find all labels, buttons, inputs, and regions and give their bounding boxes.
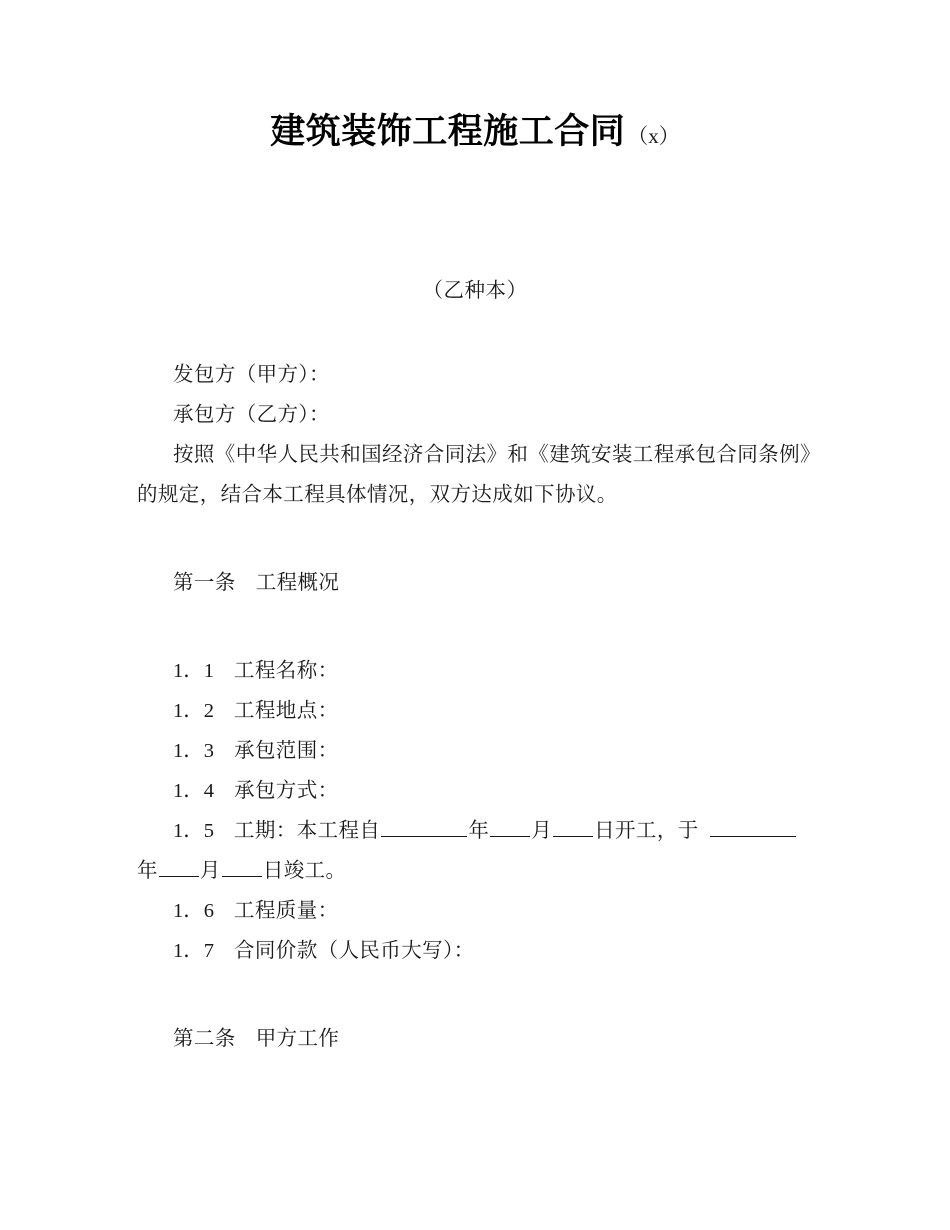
clause-1-7-number: 1．7 [173,940,214,962]
clause-1-7-text: 合同价款（人民币大写）： [234,940,475,962]
clause-1-1 [137,651,813,691]
clause-1-3 [137,731,813,771]
clause-1-1-text: 工程名称： [234,660,339,682]
clause-1-5-segment-4: 日开工，于 [594,820,699,842]
document-body [137,355,813,1059]
article-1-heading [137,563,813,603]
clause-1-5 [137,811,813,891]
clause-1-5-segment-6: 月 [199,860,221,882]
clause-1-4-text: 承包方式： [234,780,339,802]
end-month-blank[interactable] [159,857,199,877]
clause-1-2-number: 1．2 [173,700,214,722]
end-day-blank[interactable] [222,857,262,877]
party-a-line: 发包方（甲方）： [173,364,330,386]
article-2-heading [137,1019,813,1059]
preamble-paragraph [137,435,813,515]
article-2-title: 甲方工作 [255,1028,340,1050]
article-1-label: 第一条 [173,572,236,594]
page-title [0,104,950,154]
clause-1-4-number: 1．4 [173,780,214,802]
article-2-label: 第二条 [173,1028,236,1050]
preamble-line-2: 结合本工程具体情况，双方达成如下协议。 [220,484,618,506]
page-title-main: 建筑装饰工程施工合同 [270,112,626,152]
clause-1-3-number: 1．3 [173,740,214,762]
clause-1-6-number: 1．6 [173,900,214,922]
spacer-before-article-1 [137,515,813,563]
clause-1-1-number: 1．1 [173,660,214,682]
start-day-blank[interactable] [553,817,593,837]
article-1-title: 工程概况 [255,572,340,594]
clause-1-2 [137,691,813,731]
start-year-blank[interactable] [381,817,467,837]
clause-1-3-text: 承包范围： [234,740,339,762]
spacer-after-article-1 [137,603,813,651]
end-year-blank[interactable] [710,817,796,837]
clause-1-6-text: 工程质量： [234,900,339,922]
clause-1-5-number: 1．5 [173,820,214,842]
clause-1-5-segment-5: 年 [137,860,158,882]
page-title-suffix: （x） [627,124,680,148]
clause-1-5-segment-3: 月 [531,820,553,842]
clause-1-4 [137,771,813,811]
clause-1-6 [137,891,813,931]
start-month-blank[interactable] [490,817,530,837]
clause-1-5-segment-1: 工期：本工程自 [234,820,381,842]
document-subtitle: （乙种本） [422,280,528,302]
clause-1-2-text: 工程地点： [234,700,339,722]
clause-1-7 [137,931,813,971]
clause-1-5-segment-7: 日竣工。 [262,860,347,882]
spacer-before-article-2 [137,971,813,1019]
party-b-line: 承包方（乙方）： [173,404,330,426]
preamble-line-1: 按照《中华人民共和国经济合同法》和《建筑安装工程承包合同条例》的规定， [137,444,811,506]
clause-1-5-segment-2: 年 [468,820,490,842]
